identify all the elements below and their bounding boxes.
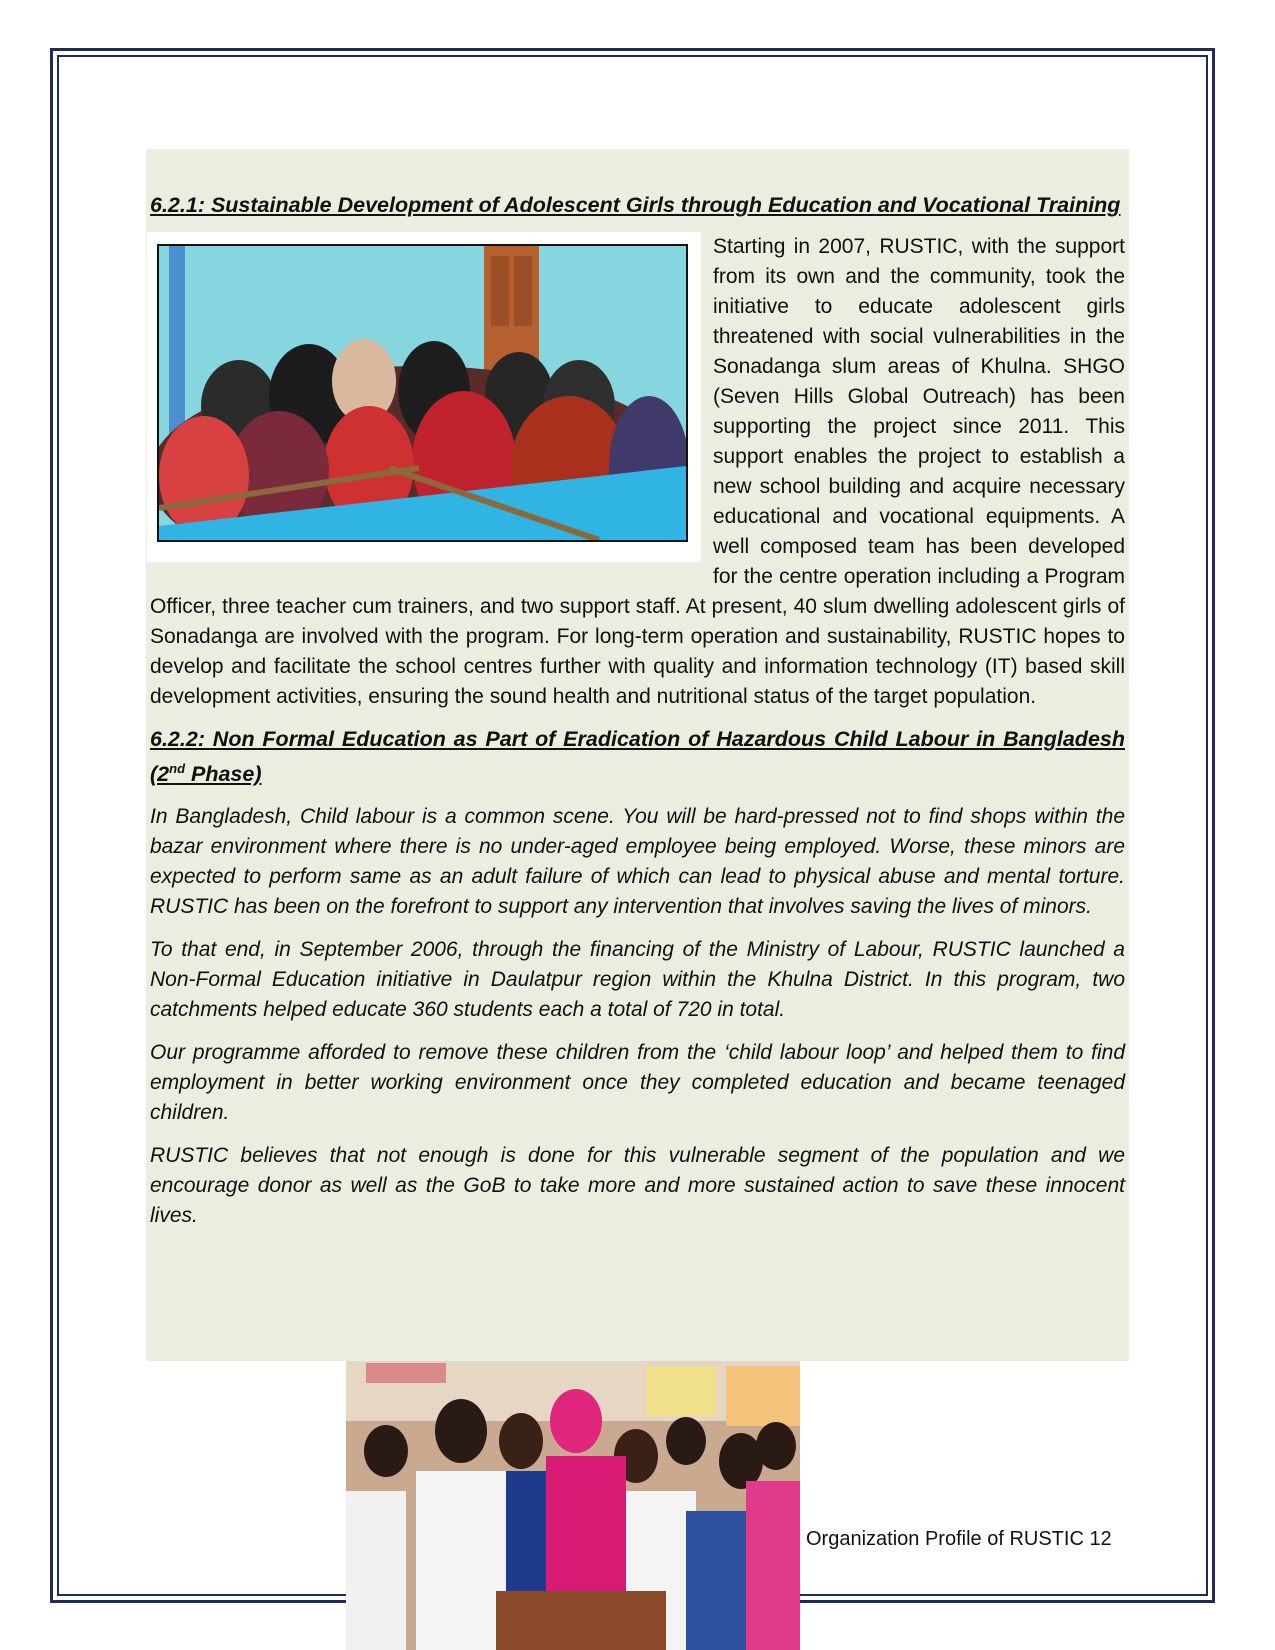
section-2-paragraph-1: In Bangladesh, Child labour is a common scene. You will be hard-pressed not to find shops within the bazar environment where there is no under-aged employee being employed. Worse, these minors are expected to perform same as an adult failure of which can lead to physical abuse and mental torture. RUSTIC has been on the forefront to support any intervention that involves saving the lives of minors. <box>150 805 1125 919</box>
heading-6-2-2-main: 6.2.2: Non Formal Education as Part of Eradication of Hazardous Child Labour in Bangladesh (2 <box>150 727 1125 787</box>
section-2-paragraph-4: RUSTIC believes that not enough is done for this vulnerable segment of the population and we encourage donor as well as the GoB to take more and more sustained action to save these innocent lives. <box>150 1144 1125 1228</box>
section-1-body <box>150 232 1125 712</box>
section-heading-6-2-2 <box>150 724 1125 789</box>
photo-girls-classroom-image <box>159 246 686 540</box>
photo-girls-classroom <box>157 244 688 542</box>
photo-girls-classroom-figure <box>147 232 701 562</box>
section-2-paragraph-2: To that end, in September 2006, through the financing of the Ministry of Labour, RUSTIC launched a Non-Formal Education initiative in Daulatpur region within the Khulna District. In this program, two catchments helped educate 360 students each a total of 720 in total. <box>150 938 1125 1022</box>
content-box <box>146 149 1129 1361</box>
section-1-paragraph: Starting in 2007, RUSTIC, with the support from its own and the community, took the initiative to educate adolescent girls threatened with social vulnerabilities in the Sonadanga slum areas of Khulna. SHGO (Seven Hills Global Outreach) has been supporting the project since 2011. This support enables the project to establish a new school building and acquire necessary educational and vocational equipments. A well composed team has been developed for the centre operation including a Program Officer, three teacher cum trainers, and two support staff. At present, 40 slum dwelling adolescent girls of Sonadanga are involved with the program. For long-term operation and sustainability, RUSTIC hopes to develop and facilitate the school centres further with quality and information technology (IT) based skill development activities, ensuring the sound health and nutritional status of the target population. <box>150 235 1125 708</box>
section-2-paragraph-3: Our programme afforded to remove these children from the ‘child labour loop’ and helped them to find employment in better working environment once they completed education and became teenaged children. <box>150 1041 1125 1125</box>
photo-girls-applauding-image <box>346 1361 800 1650</box>
photo-girls-applauding <box>346 1361 800 1650</box>
footer-page-label: Organization Profile of RUSTIC 12 <box>806 1528 1112 1550</box>
heading-6-2-2-end: Phase) <box>185 762 262 787</box>
heading-6-2-2-superscript: nd <box>169 761 186 776</box>
section-heading-6-2-1: 6.2.1: Sustainable Development of Adolescent Girls through Education and Vocational Training <box>150 193 1121 217</box>
